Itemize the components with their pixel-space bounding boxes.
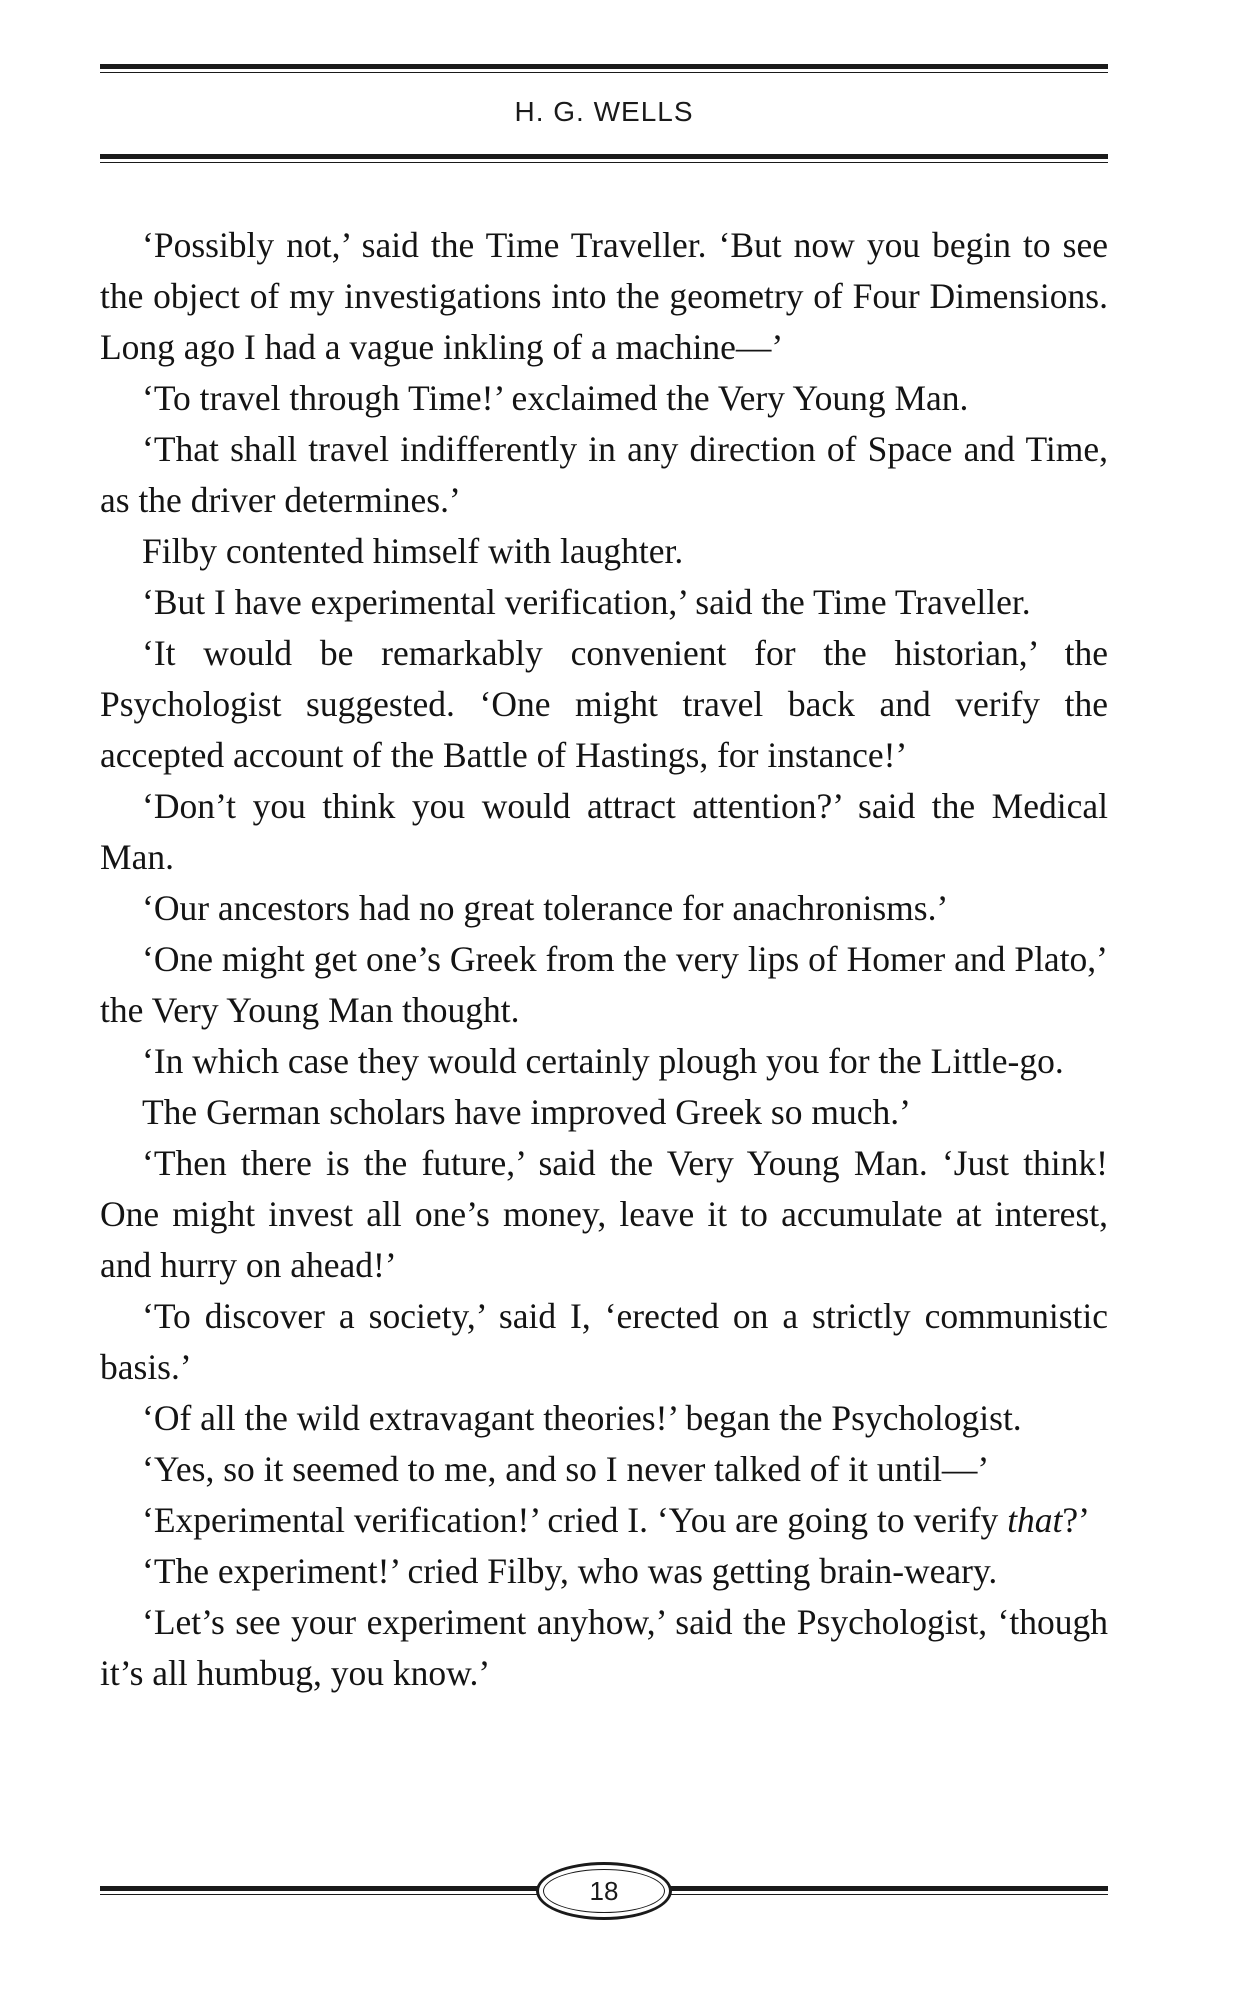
paragraph: ‘In which case they would certainly plough you for the Little-go. (142, 1041, 1064, 1081)
body-text (100, 220, 1108, 1699)
paragraph-text: ‘Experimental verification!’ cried I. ‘You are going to verify (142, 1500, 1008, 1540)
page-number-oval (536, 1862, 672, 1920)
header-rule-top (100, 64, 1108, 73)
paragraph: ‘Then there is the future,’ said the Very Young Man. ‘Just think! One might invest all one’s money, leave it to accumulate at interest, and hurry on ahead!’ (100, 1143, 1108, 1285)
footer-rule-left (100, 1886, 540, 1895)
page-footer (100, 1862, 1108, 1922)
running-head: H. G. WELLS (514, 96, 694, 127)
paragraph: ‘That shall travel indifferently in any direction of Space and Time, as the driver determines.’ (100, 429, 1108, 520)
paragraph: ‘Yes, so it seemed to me, and so I never talked of it until—’ (142, 1449, 990, 1489)
footer-rule-right (668, 1886, 1108, 1895)
paragraph: ‘Let’s see your experiment anyhow,’ said the Psychologist, ‘though it’s all humbug, you know.’ (100, 1602, 1108, 1693)
paragraph: ‘To travel through Time!’ exclaimed the Very Young Man. (142, 378, 969, 418)
paragraph: ‘One might get one’s Greek from the very lips of Homer and Plato,’ the Very Young Man thought. (100, 939, 1108, 1030)
paragraph: ‘To discover a society,’ said I, ‘erected on a strictly communistic basis.’ (100, 1296, 1108, 1387)
paragraph: ‘But I have experimental verification,’ said the Time Traveller. (142, 582, 1031, 622)
header-rule-bottom (100, 154, 1108, 163)
paragraph: ‘Our ancestors had no great tolerance for anachronisms.’ (142, 888, 949, 928)
page-number: 18 (589, 1875, 619, 1906)
emphasis-text: that (1007, 1500, 1063, 1540)
paragraph: ‘Of all the wild extravagant theories!’ began the Psychologist. (142, 1398, 1022, 1438)
paragraph: ‘The experiment!’ cried Filby, who was getting brain-weary. (142, 1551, 998, 1591)
paragraph: Filby contented himself with laughter. (142, 531, 684, 571)
paragraph-text-after: ?’ (1062, 1500, 1091, 1540)
paragraph: The German scholars have improved Greek so much.’ (142, 1092, 911, 1132)
paragraph: ‘It would be remarkably convenient for the historian,’ the Psychologist suggested. ‘One might travel back and verify the accepted account of the Battle of Hastings, for instance!’ (100, 633, 1108, 775)
paragraph: ‘Possibly not,’ said the Time Traveller. ‘But now you begin to see the object of my investigations into the geometry of Four Dimensions. Long ago I had a vague inkling of a machine—’ (100, 225, 1108, 367)
paragraph (100, 1495, 1108, 1546)
paragraph: ‘Don’t you think you would attract attention?’ said the Medical Man. (100, 786, 1108, 877)
